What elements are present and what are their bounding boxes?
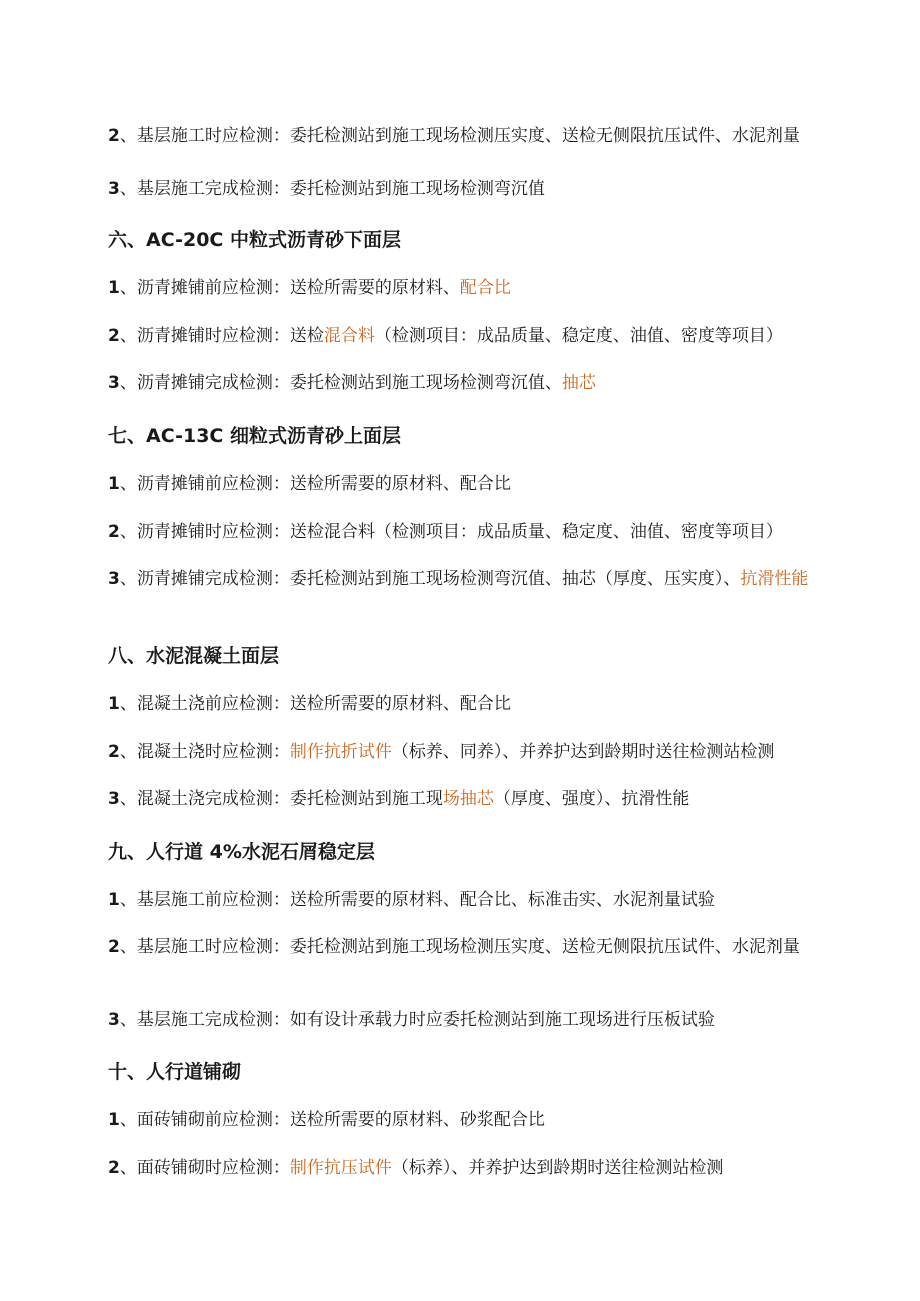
s6-item-2 (108, 323, 848, 349)
section-10-title: 十、人行道铺砌 (108, 1061, 242, 1083)
item-number: 2 (108, 937, 120, 957)
item-text: 、沥青摊铺时应检测：送检 (119, 326, 324, 346)
item-text: 、沥青摊铺时应检测：送检混合料（检测项目：成品质量、稳定度、油值、密度等项目） (119, 522, 783, 542)
item-number: 2 (108, 326, 120, 346)
highlight-text: 场抽芯 (442, 789, 494, 809)
item-text: 、基层施工完成检测：委托检测站到施工现场检测弯沉值 (119, 179, 545, 199)
highlight-text: 抽芯 (561, 373, 596, 393)
item-text: 、面砖铺砌时应检测： (119, 1158, 290, 1178)
s7-item-1 (108, 471, 848, 497)
intro-item-2 (108, 123, 848, 149)
item-text: 、沥青摊铺前应检测：送检所需要的原材料、配合比 (119, 474, 511, 494)
section-6-title: 六、AC-20C 中粒式沥青砂下面层 (108, 229, 401, 251)
item-text: 、基层施工时应检测：委托检测站到施工现场检测压实度、送检无侧限抗压试件、水泥剂量 (119, 126, 800, 146)
item-text: 、基层施工完成检测：如有设计承载力时应委托检测站到施工现场进行压板试验 (119, 1010, 715, 1030)
item-number: 3 (108, 179, 120, 199)
section-8-title: 八、水泥混凝土面层 (108, 645, 280, 667)
s10-item-1 (108, 1107, 848, 1133)
s9-item-3 (108, 1007, 848, 1033)
item-text-tail: （检测项目：成品质量、稳定度、油值、密度等项目） (374, 326, 783, 346)
item-text: 、沥青摊铺前应检测：送检所需要的原材料、 (119, 278, 460, 298)
item-text: 、混凝土浇前应检测：送检所需要的原材料、配合比 (119, 694, 511, 714)
s6-item-1 (108, 275, 848, 301)
highlight-text: 配合比 (459, 278, 511, 298)
item-number: 1 (108, 890, 120, 910)
item-number: 3 (108, 569, 120, 589)
item-text-tail: （标养）、并养护达到龄期时送往检测站检测 (391, 1158, 724, 1178)
highlight-text: 抗滑性能 (740, 569, 809, 589)
item-number: 1 (108, 474, 120, 494)
item-text-tail: （厚度、强度）、抗滑性能 (493, 789, 690, 809)
highlight-text: 制作抗折试件 (289, 742, 392, 762)
intro-item-3 (108, 176, 848, 202)
s9-item-1 (108, 887, 848, 913)
item-number: 2 (108, 742, 120, 762)
section-9-title: 九、人行道 4%水泥石屑稳定层 (108, 841, 375, 863)
item-text: 、沥青摊铺完成检测：委托检测站到施工现场检测弯沉值、抽芯（厚度、压实度）、 (119, 569, 741, 589)
item-number: 2 (108, 1158, 120, 1178)
item-text: 、混凝土浇完成检测：委托检测站到施工现 (119, 789, 443, 809)
s8-item-3 (108, 786, 848, 812)
item-number: 1 (108, 278, 120, 298)
item-text: 、面砖铺砌前应检测：送检所需要的原材料、砂浆配合比 (119, 1110, 545, 1130)
s7-item-2 (108, 519, 848, 545)
s10-item-2 (108, 1155, 848, 1181)
s8-item-2 (108, 739, 848, 765)
highlight-text: 制作抗压试件 (289, 1158, 392, 1178)
item-number: 1 (108, 1110, 120, 1130)
s8-item-1 (108, 691, 848, 717)
item-number: 1 (108, 694, 120, 714)
s6-item-3 (108, 370, 848, 396)
item-number: 2 (108, 126, 120, 146)
s7-item-3 (108, 566, 848, 592)
section-7-title: 七、AC-13C 细粒式沥青砂上面层 (108, 425, 401, 447)
item-text: 、基层施工前应检测：送检所需要的原材料、配合比、标准击实、水泥剂量试验 (119, 890, 715, 910)
highlight-text: 混合料 (323, 326, 375, 346)
item-number: 3 (108, 373, 120, 393)
item-number: 2 (108, 522, 120, 542)
item-number: 3 (108, 1010, 120, 1030)
item-text: 、混凝土浇时应检测： (119, 742, 290, 762)
item-number: 3 (108, 789, 120, 809)
s9-item-2 (108, 934, 848, 960)
item-text-tail: （标养、同养）、并养护达到龄期时送往检测站检测 (391, 742, 775, 762)
item-text: 、沥青摊铺完成检测：委托检测站到施工现场检测弯沉值、 (119, 373, 562, 393)
item-text: 、基层施工时应检测：委托检测站到施工现场检测压实度、送检无侧限抗压试件、水泥剂量 (119, 937, 800, 957)
